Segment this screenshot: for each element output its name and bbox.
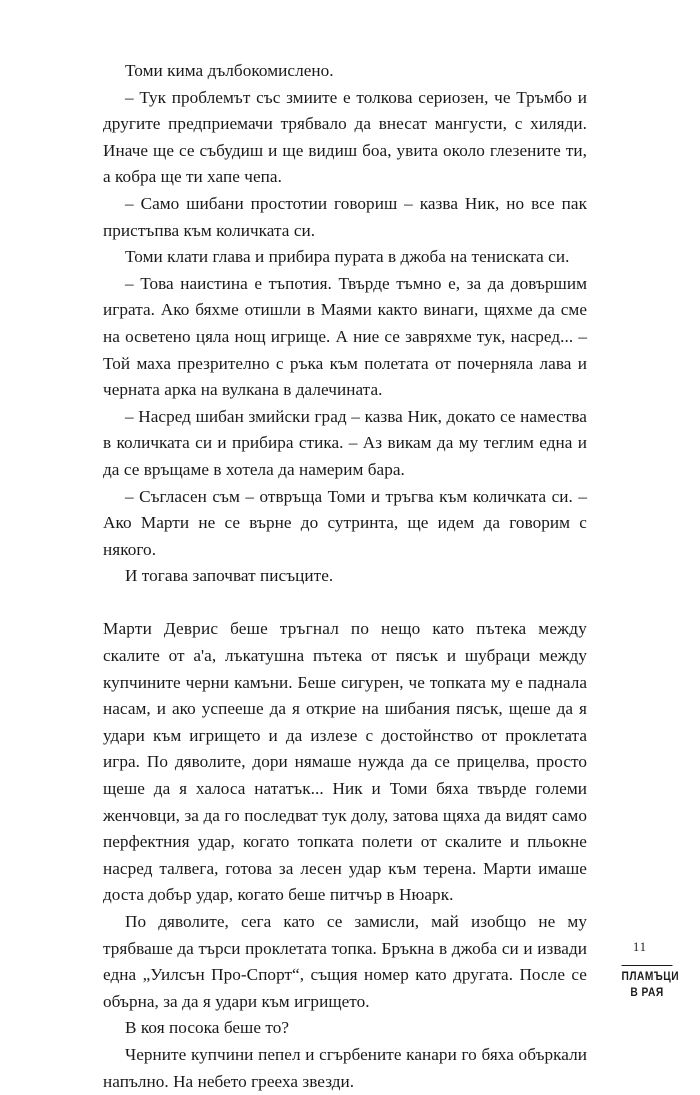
paragraph: И тогава започват писъците. bbox=[125, 566, 334, 586]
paragraph: – Съгласен съм – отвръща Томи и тръгва към количката си. – Ако Марти не се върне до сутринта, ще идем да говорим с някого. bbox=[103, 486, 587, 559]
running-head-line-1: ПЛАМЪЦИ bbox=[621, 969, 680, 983]
paragraph: Черните купчини пепел и сгърбените канари го бяха объркали напълно. На небето грееха звезди. bbox=[103, 1044, 587, 1091]
running-head-rule bbox=[622, 965, 673, 966]
page-number: 11 bbox=[632, 940, 648, 954]
paragraph: Томи кима дълбокомислено. bbox=[125, 61, 334, 80]
paragraph: В коя посока беше то? bbox=[125, 1018, 290, 1038]
running-head-line-2: В РАЯ bbox=[630, 985, 664, 999]
paragraph: – Това наистина е тъпотия. Твърде тъмно е, за да довършим играта. Ако бяхме отишли в Маями както винаги, щяхме да сме на осветено цяла нощ игрище. А ние се завряхме тук, насред... – Той маха презрително с ръка към полетата от почерняла лава и черната арка на вулкана в далечината. bbox=[103, 273, 587, 400]
paragraph: – Само шибани простотии говориш – казва Ник, но все пак пристъпва към количката си. bbox=[103, 193, 587, 240]
paragraph: Томи клати глава и прибира пурата в джоба на тениската си. bbox=[125, 247, 570, 267]
paragraph: – Насред шибан змийски град – казва Ник, докато се намества в количката си и прибира стика. – Аз викам да му теглим една и да се връщаме в хотела да намерим бара. bbox=[103, 406, 587, 479]
paragraph: По дяволите, сега като се замисли, май изобщо не му трябваше да търси проклетата топка. Бръкна в джоба си и извади една „Уилсън Про-Спорт“, същия номер като другата. После се обърна, за да я удари към игрището. bbox=[103, 912, 587, 1011]
running-head bbox=[621, 964, 680, 1000]
body-text bbox=[103, 58, 587, 1095]
paragraph: – Тук проблемът със змиите е толкова сериозен, че Тръмбо и другите предприемачи трябвало да внесат мангусти, с хиляди. Иначе ще се събудиш и ще видиш боа, увита около глезените ти, а кобра ще ти хапе чепа. bbox=[103, 87, 587, 187]
section-start-paragraph: Марти Деврис беше тръгнал по нещо като пътека между скалите от а'а, лъкатушна пътека от пясък и шубраци между купчините черни камъни. Беше сигурен, че топката му е паднала насам, и ако успееше да я открие на шибания пясък, щеше да я удари към игрището и да излезе с достойнство от проклетата игра. По дяволите, дори нямаше нужда да се прицелва, просто щеше да я халоса нататък... Ник и Томи бяха твърде големи женчовци, за да го последват тук долу, затова щяха да видят само перфектния удар, когато топката полети от скалите и пльокне насред талвега, готова за лесен удар към терена. Марти имаше доста добър удар, когато беше питчър в Нюарк. bbox=[103, 619, 587, 905]
